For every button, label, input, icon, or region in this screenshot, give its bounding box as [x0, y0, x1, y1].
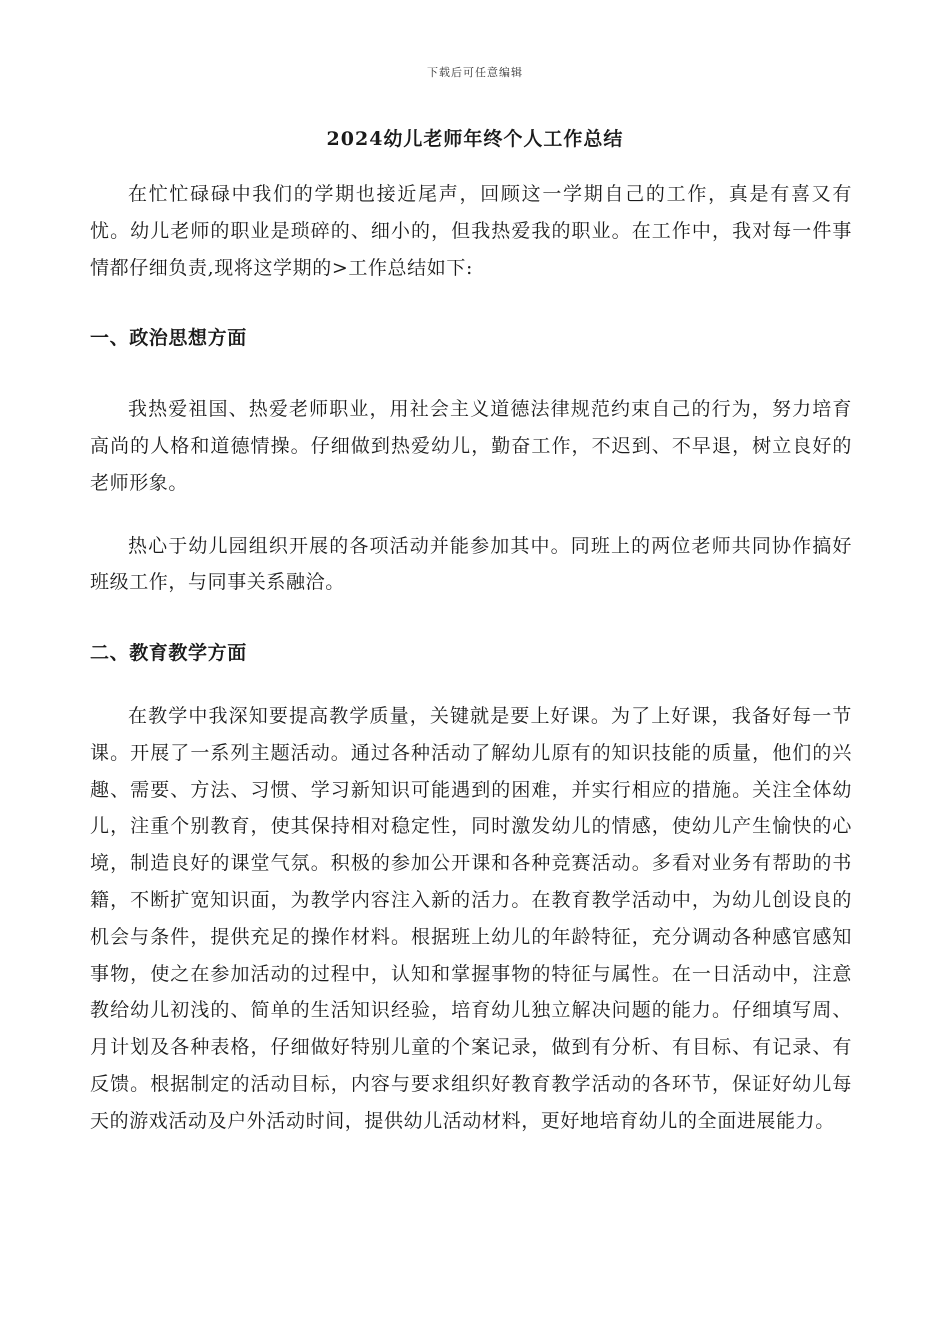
document-body — [90, 176, 852, 1140]
intro-paragraph: 在忙忙碌碌中我们的学期也接近尾声，回顾这一学期自己的工作，真是有喜又有忧。幼儿老师的职业是琐碎的、细小的，但我热爱我的职业。在工作中，我对每一件事情都仔细负责,现将这学期的>工作总结如下: — [90, 183, 852, 279]
teaching-paragraph-1: 在教学中我深知要提高教学质量，关键就是要上好课。为了上好课，我备好每一节课。开展了一系列主题活动。通过各种活动了解幼儿原有的知识技能的质量，他们的兴趣、需要、方法、习惯、学习新知识可能遇到的困难，并实行相应的措施。关注全体幼儿，注重个别教育，使其保持相对稳定性，同时激发幼儿的情感，使幼儿产生愉快的心境，制造良好的课堂气氛。积极的参加公开课和各种竞赛活动。多看对业务有帮助的书籍，不断扩宽知识面，为教学内容注入新的活力。在教育教学活动中，为幼儿创设良的机会与条件，提供充足的操作材料。根据班上幼儿的年龄特征，充分调动各种感官感知事物，使之在参加活动的过程中，认知和掌握事物的特征与属性。在一日活动中，注意教给幼儿初浅的、简单的生活知识经验，培育幼儿独立解决问题的能力。仔细填写周、月计划及各种表格，仔细做好特别儿童的个案记录，做到有分析、有目标、有记录、有反馈。根据制定的活动目标，内容与要求组织好教育教学活动的各环节，保证好幼儿每天的游戏活动及户外活动时间，提供幼儿活动材料，更好地培育幼儿的全面进展能力。 — [90, 704, 852, 1132]
politics-paragraph-1: 我热爱祖国、热爱老师职业，用社会主义道德法律规范约束自己的行为，努力培育高尚的人格和道德情操。仔细做到热爱幼儿，勤奋工作，不迟到、不早退，树立良好的老师形象。 — [90, 398, 852, 494]
header-note: 下载后可任意编辑 — [427, 66, 523, 79]
section-heading-teaching: 二、教育教学方面 — [90, 642, 247, 665]
section-heading-politics: 一、政治思想方面 — [90, 327, 247, 350]
politics-paragraph-2: 热心于幼儿园组织开展的各项活动并能参加其中。同班上的两位老师共同协作搞好班级工作，与同事关系融洽。 — [90, 534, 852, 594]
document-title: 2024幼儿老师年终个人工作总结 — [326, 128, 624, 150]
